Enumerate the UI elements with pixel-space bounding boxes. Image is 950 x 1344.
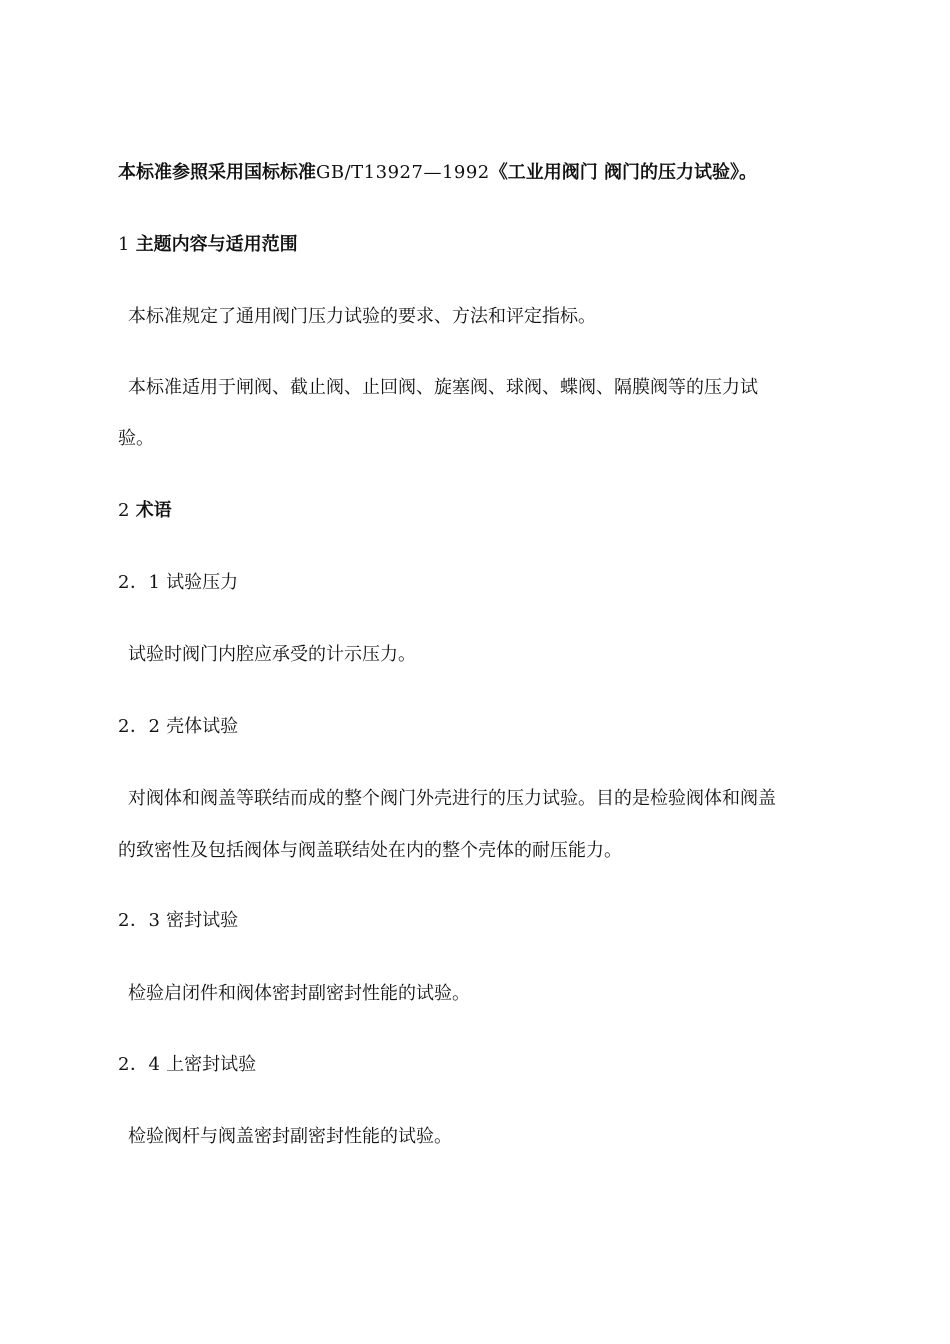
subsection-2-3-title: 密封试验 [166,910,239,931]
subsection-2-1-number: 2．1 [118,572,161,593]
section-1-title: 主题内容与适用范围 [135,234,298,255]
intro-line [118,161,838,185]
subsection-2-4-heading [118,1053,838,1077]
intro-suffix: 《工业用阀门 阀门的压力试验》。 [489,162,758,183]
section-1-heading [118,233,838,257]
subsection-2-4-number: 2．4 [118,1054,161,1075]
subsection-2-2-title: 壳体试验 [166,716,239,737]
subsection-2-3-text: 检验启闭件和阀体密封副密封性能的试验。 [128,983,470,1004]
subsection-2-1-text: 试验时阀门内腔应承受的计示压力。 [128,644,416,665]
subsection-2-2-number: 2．2 [118,716,161,737]
intro-prefix: 本标准参照采用国标标准 [118,162,316,183]
subsection-2-2-text-line-1: 对阀体和阀盖等联结而成的整个阀门外壳进行的压力试验。目的是检验阀体和阀盖 [128,788,776,809]
section-1-para-2-line-2: 验。 [118,428,154,449]
section-1-para-2-line-1: 本标准适用于闸阀、截止阀、止回阀、旋塞阀、球阀、蝶阀、隔膜阀等的压力试 [128,377,758,398]
section-1-number: 1 [118,234,130,255]
intro-standard-code: GB/T13927—1992 [316,162,490,183]
subsection-2-1-title: 试验压力 [166,572,239,593]
section-2-title: 术语 [135,500,172,521]
subsection-2-3-heading [118,909,838,933]
subsection-2-1-heading [118,571,838,595]
section-1-para-1: 本标准规定了通用阀门压力试验的要求、方法和评定指标。 [128,306,596,327]
subsection-2-2-text-line-2: 的致密性及包括阀体与阀盖联结处在内的整个壳体的耐压能力。 [118,840,622,861]
subsection-2-3-number: 2．3 [118,910,161,931]
section-2-heading [118,499,838,523]
section-2-number: 2 [118,500,130,521]
subsection-2-2-heading [118,715,838,739]
subsection-2-4-title: 上密封试验 [166,1054,257,1075]
subsection-2-4-text: 检验阀杆与阀盖密封副密封性能的试验。 [128,1126,452,1147]
